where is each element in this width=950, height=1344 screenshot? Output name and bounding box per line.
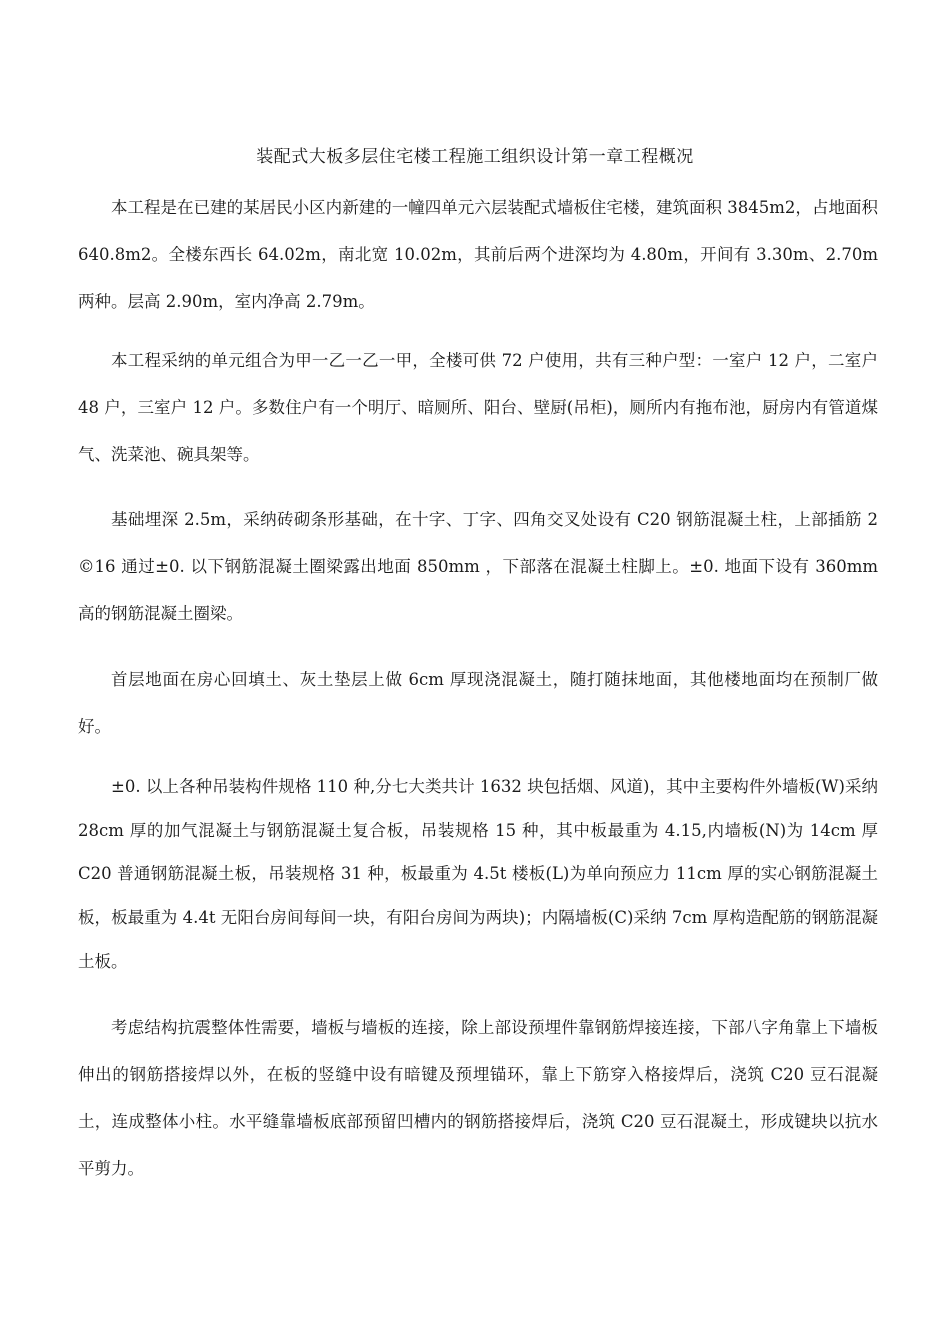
paragraph-project-overview: 本工程是在已建的某居民小区内新建的一幢四单元六层装配式墙板住宅楼，建筑面积 3845m2，占地面积 640.8m2。全楼东西长 64.02m，南北宽 10.02m，其前后两个进深均为 4.80m，开间有 3.30m、2.70m 两种。层高 2.90m，室内净高 2.79m。 (78, 198, 878, 312)
paragraph-seismic-connection: 考虑结构抗震整体性需要，墙板与墙板的连接，除上部设预埋件靠钢筋焊接连接，下部八字角靠上下墙板伸出的钢筋搭接焊以外，在板的竖缝中设有暗键及预埋锚环，靠上下筋穿入格接焊后，浇筑 C20 豆石混凝土，连成整体小柱。水平缝靠墙板底部预留凹槽内的钢筋搭接焊后，浇筑 C20 豆石混凝土，形成键块以抗水平剪力。 (78, 1018, 878, 1179)
paragraph-ground-floor: 首层地面在房心回填土、灰土垫层上做 6cm 厚现浇混凝土，随打随抹地面，其他楼地面均在预制厂做好。 (78, 670, 878, 737)
paragraph-prefab-components: ±0. 以上各种吊装构件规格 110 种,分七大类共计 1632 块包括烟、风道)，其中主要构件外墙板(W)采纳 28cm 厚的加气混凝土与钢筋混凝土复合板，吊装规格 15 种，其中板最重为 4.15,内墙板(N)为 14cm 厚 C20 普通钢筋混凝土板，吊装规格 31 种，板最重为 4.5t 楼板(L)为单向预应力 11cm 厚的实心钢筋混凝土板，板最重为 4.4t 无阳台房间每间一块，有阳台房间为两块)；内隔墙板(C)采纳 7cm 厚构造配筋的钢筋混凝土板。 (78, 777, 878, 971)
paragraph-foundation: 基础埋深 2.5m，采纳砖砌条形基础，在十字、丁字、四角交叉处设有 C20 钢筋混凝土柱，上部插筋 2 ©16 通过±0. 以下钢筋混凝土圈梁露出地面 850mm ，下部落在混凝土柱脚上。±0. 地面下设有 360mm 高的钢筋混凝土圈梁。 (78, 510, 878, 624)
document-title: 装配式大板多层住宅楼工程施工组织设计第一章工程概况 (256, 147, 694, 167)
paragraph-unit-layout: 本工程采纳的单元组合为甲一乙一乙一甲，全楼可供 72 户使用，共有三种户型：一室户 12 户，二室户 48 户，三室户 12 户。多数住户有一个明厅、暗厕所、阳台、壁厨(吊柜)，厕所内有拖布池，厨房内有管道煤气、洗菜池、碗具架等。 (78, 351, 878, 465)
